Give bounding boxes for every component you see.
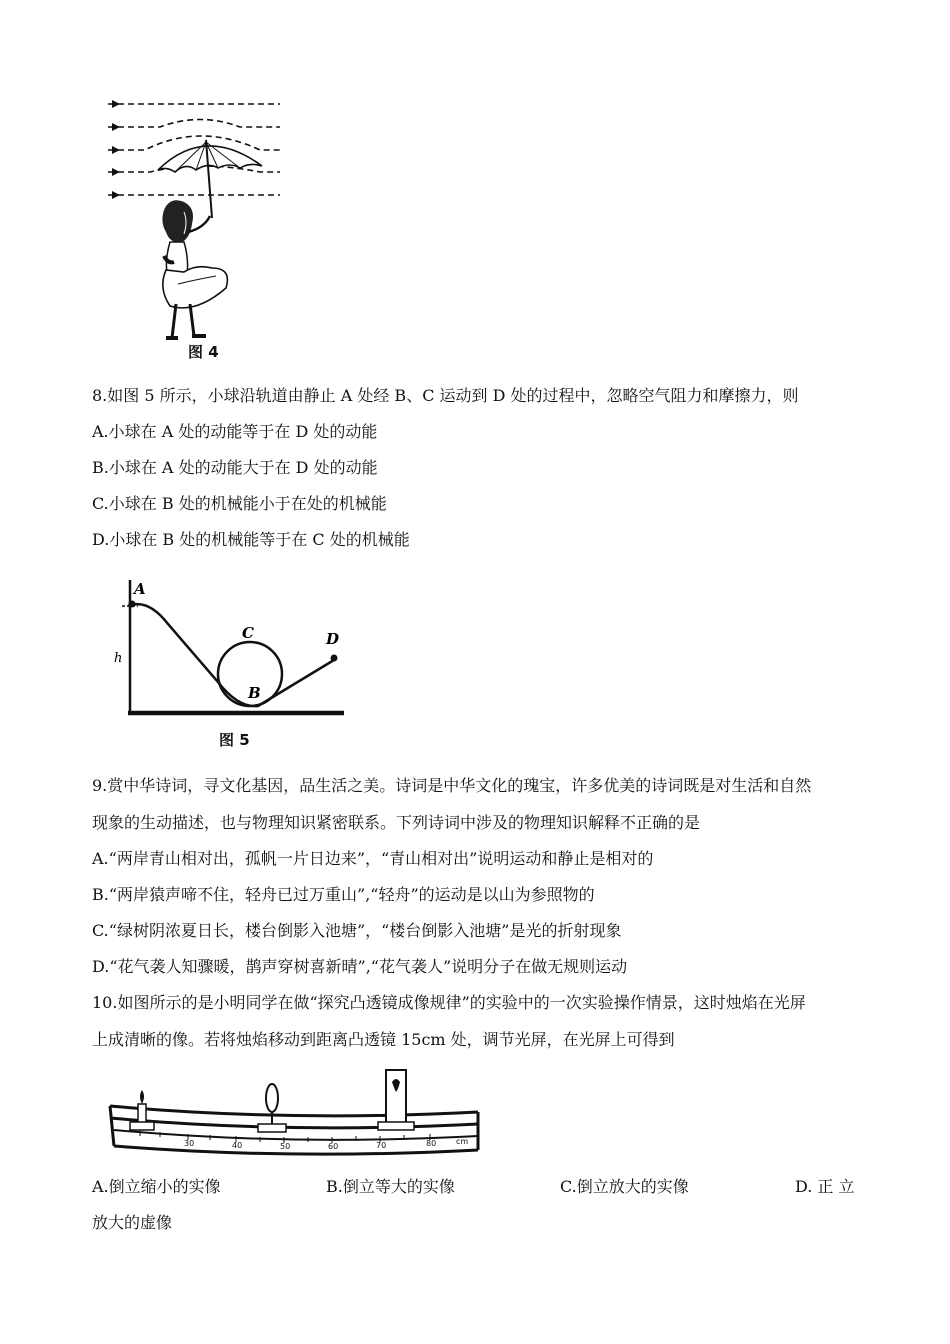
q9-option-a: A.“两岸青山相对出，孤帆一片日边来”，“青山相对出”说明运动和静止是相对的 xyxy=(92,849,654,868)
bench-tick-60: 60 xyxy=(328,1142,339,1151)
bench-tick-cm: cm xyxy=(456,1137,469,1146)
bench-tick-50: 50 xyxy=(280,1142,291,1151)
q8-option-b: B.小球在 A 处的动能大于在 D 处的动能 xyxy=(92,458,378,477)
figure-5-track xyxy=(108,576,358,726)
q8-option-c: C.小球在 B 处的机械能小于在处的机械能 xyxy=(92,494,387,513)
bench-tick-70: 70 xyxy=(376,1141,387,1150)
q10-option-d: D. 正 立 xyxy=(795,1177,855,1196)
figure-optical-bench xyxy=(100,1064,490,1164)
q9-option-c: C.“绿树阴浓夏日长，楼台倒影入池塘”，“楼台倒影入池塘”是光的折射现象 xyxy=(92,921,622,940)
q9-stem-line1: 9.赏中华诗词，寻文化基因，品生活之美。诗词是中华文化的瑰宝，许多优美的诗词既是对生活和自然 xyxy=(92,776,812,795)
bench-tick-80: 80 xyxy=(426,1139,437,1148)
figure-4-umbrella xyxy=(100,92,300,367)
q8-option-a: A.小球在 A 处的动能等于在 D 处的动能 xyxy=(92,422,378,441)
bench-tick-40: 40 xyxy=(232,1141,243,1150)
fig5-label-h: h xyxy=(114,651,123,666)
q9-option-b: B.“两岸猿声啼不住，轻舟已过万重山”,“轻舟”的运动是以山为参照物的 xyxy=(92,885,595,904)
fig5-label-b: B xyxy=(248,684,261,702)
bench-tick-30: 30 xyxy=(184,1139,195,1148)
q10-option-c: C.倒立放大的实像 xyxy=(560,1177,689,1196)
fig5-label-c: C xyxy=(242,624,254,642)
figure-4-caption: 图 4 xyxy=(188,343,219,361)
q8-stem: 8.如图 5 所示，小球沿轨道由静止 A 处经 B、C 运动到 D 处的过程中，忽略空气阻力和摩擦力，则 xyxy=(92,386,799,405)
q10-option-d-continued: 放大的虚像 xyxy=(92,1213,173,1232)
q10-option-b: B.倒立等大的实像 xyxy=(326,1177,455,1196)
q8-option-d: D.小球在 B 处的机械能等于在 C 处的机械能 xyxy=(92,530,410,549)
q10-option-a: A.倒立缩小的实像 xyxy=(92,1177,221,1196)
q9-stem-line2: 现象的生动描述，也与物理知识紧密联系。下列诗词中涉及的物理知识解释不正确的是 xyxy=(92,813,701,832)
fig5-label-a: A xyxy=(134,580,146,598)
q9-option-d: D.“花气袭人知骤暖，鹊声穿树喜新晴”,“花气袭人”说明分子在做无规则运动 xyxy=(92,957,628,976)
q10-stem-line1: 10.如图所示的是小明同学在做“探究凸透镜成像规律”的实验中的一次实验操作情景，这时烛焰在光屏 xyxy=(92,993,806,1012)
q10-stem-line2: 上成清晰的像。若将烛焰移动到距离凸透镜 15cm 处，调节光屏，在光屏上可得到 xyxy=(92,1030,675,1049)
figure-5-caption: 图 5 xyxy=(219,731,250,749)
fig5-label-d: D xyxy=(326,630,340,648)
